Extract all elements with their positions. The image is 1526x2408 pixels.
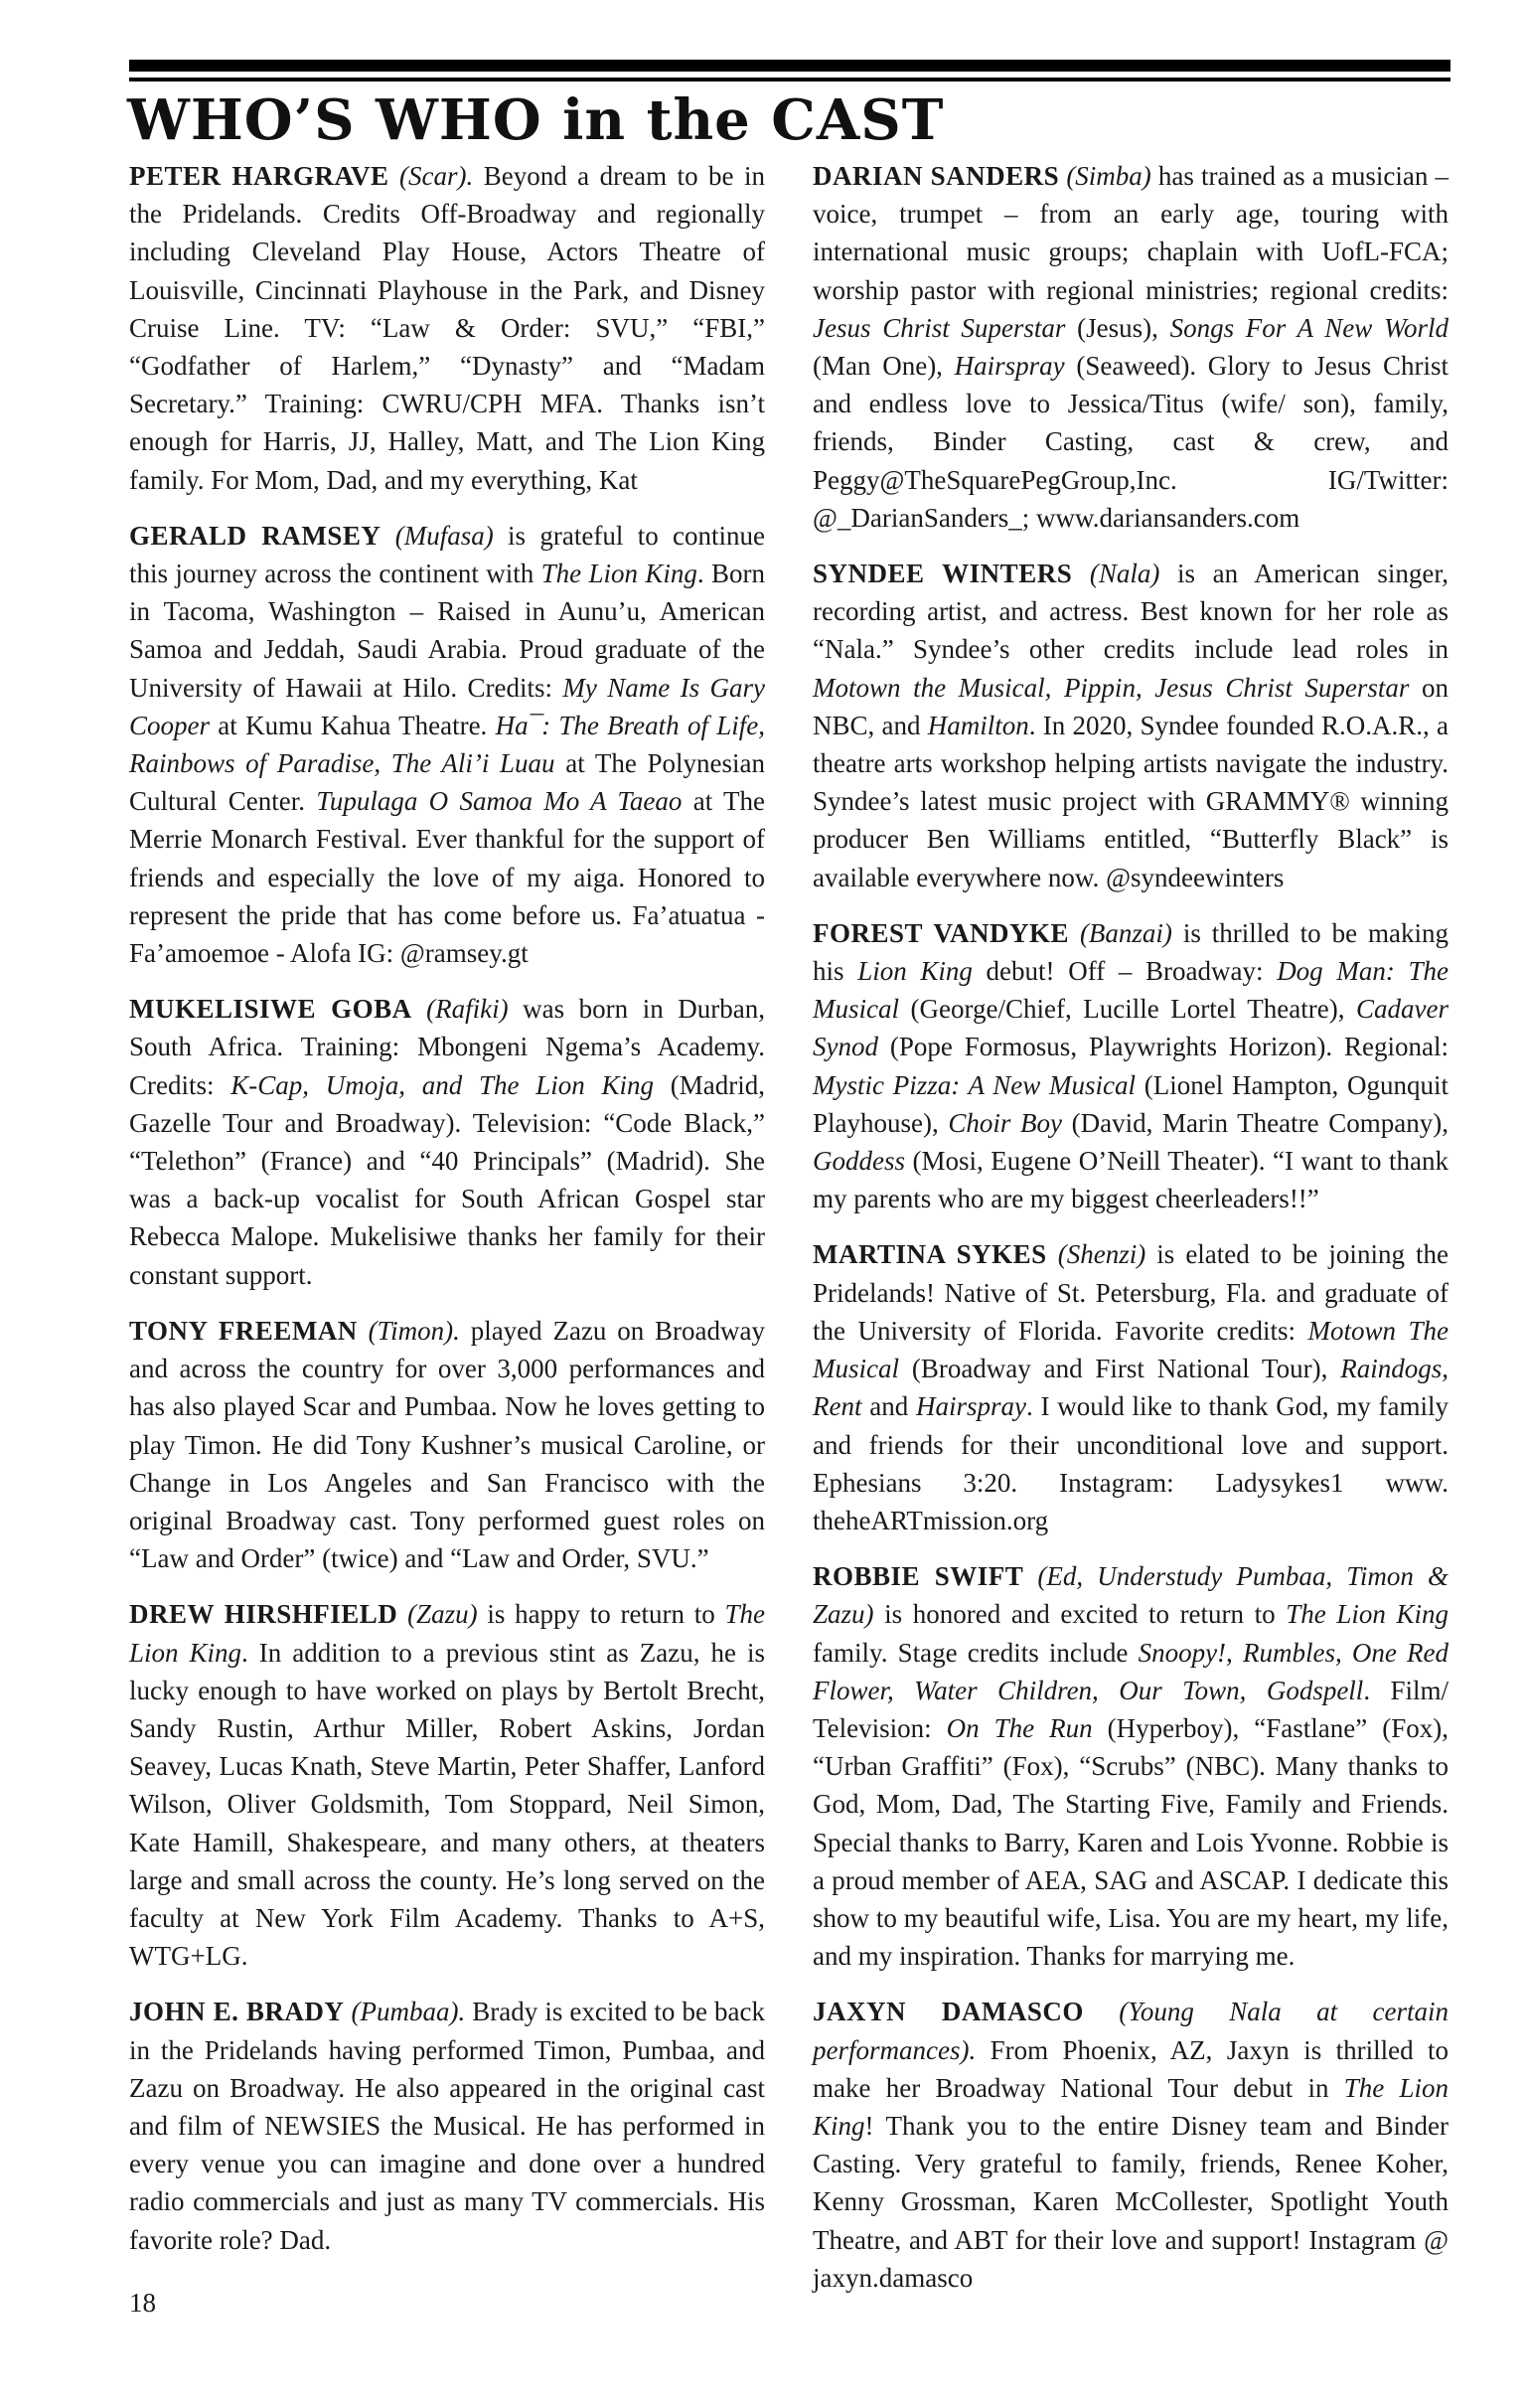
cast-bio-text: was born in Durban, South Africa. Training: Mbongeni Ngema’s Academy. Credits: K-Cap, Umoja, and The Lion King (Madrid, Gazelle Tour and Broadway). Television: “Code Black,” “Telethon” (France) and “40 Principals” (Madrid). She was a back-up vocalist for South African Gospel star Rebecca Malope. Mukelisiwe thanks her family for their constant support.	[129, 994, 765, 1290]
cast-bio-text: is honored and excited to return to The Lion King family. Stage credits include Snoopy!, Rumbles, One Red Flower, Water Children, Our Town, Godspell. Film/ Television: On The Run (Hyperboy), “Fastlane” (Fox), “Urban Graffiti” (Fox), “Scrubs” (NBC). Many thanks to God, Mom, Dad, The Starting Five, Family and Friends. Special thanks to Barry, Karen and Lois Yvonne. Robbie is a proud member of AEA, SAG and ASCAP. I dedicate this show to my beautiful wife, Lisa. You are my heart, my life, and my inspiration. Thanks for marrying me.	[813, 1599, 1449, 1972]
cast-bio-text: is an American singer, recording artist, and actress. Best known for her role as “Nala.” Syndee’s other credits include lead roles in Motown the Musical, Pippin, Jesus Christ Superstar on NBC, and Hamilton. In 2020, Syndee founded R.O.A.R., a theatre arts workshop helping artists navigate the industry. Syndee’s latest music project with GRAMMY® winning producer Ben Williams entitled, “Butterfly Black” is available everywhere now. @syndeewinters	[813, 559, 1450, 892]
cast-role: (Pumbaa).	[351, 1997, 466, 2027]
cast-bio-text: From Phoenix, AZ, Jaxyn is thrilled to make her Broadway National Tour debut in The Lion King! Thank you to the entire Disney team and Binder Casting. Very grateful to family, friends, Renee Koher, Kenny Grossman, Karen McCollester, Spotlight Youth Theatre, and ABT for their love and support! Instagram @ jaxyn.damasco	[813, 2034, 1449, 2293]
cast-role: (Young Nala at certain performances).	[813, 1997, 1449, 2065]
left-column	[129, 157, 765, 2277]
cast-bio-text: is elated to be joining the Pridelands! Native of St. Petersburg, Fla. and graduate of the University of Florida. Favorite credits: Motown The Musical (Broadway and First National Tour), Raindogs, Rent and Hairspray. I would like to thank God, my family and friends for their unconditional love and support. Ephesians 3:20. Instagram: Ladysykes1 www. theheARTmission.org	[813, 1239, 1449, 1535]
cast-name: MARTINA SYKES	[813, 1239, 1047, 1270]
cast-name: ROBBIE SWIFT	[813, 1561, 1024, 1592]
cast-name: GERALD RAMSEY	[129, 520, 382, 551]
header-rule-thick	[129, 60, 1450, 72]
cast-bio-text: played Zazu on Broadway and across the country for over 3,000 performances and has also played Scar and Pumbaa. Now he loves getting to play Timon. He did Tony Kushner’s musical Caroline, or Change in Los Angeles and San Francisco with the original Broadway cast. Tony performed guest roles on “Law and Order” (twice) and “Law and Order, SVU.”	[129, 1315, 765, 1574]
cast-bio-text: Beyond a dream to be in the Pridelands. Credits Off-Broadway and regionally including Cleveland Play House, Actors Theatre of Louisville, Cincinnati Playhouse in the Park, and Disney Cruise Line. TV: “Law & Order: SVU,” “FBI,” “Godfather of Harlem,” “Dynasty” and “Madam Secretary.” Training: CWRU/CPH MFA. Thanks isn’t enough for Harris, JJ, Halley, Matt, and The Lion King family. For Mom, Dad, and my everything, Kat	[129, 161, 765, 495]
cast-role: (Ed, Understudy Pumbaa, Timon & Zazu)	[813, 1561, 1449, 1630]
cast-bio	[129, 990, 765, 1294]
cast-bio	[129, 157, 765, 499]
cast-bio	[129, 1993, 765, 2258]
cast-role: (Zazu)	[407, 1599, 478, 1630]
cast-bio-text: is happy to return to The Lion King. In addition to a previous stint as Zazu, he is lucky enough to have worked on plays by Bertolt Brecht, Sandy Rustin, Arthur Miller, Robert Askins, Jordan Seavey, Lucas Knath, Steve Martin, Peter Shaffer, Lanford Wilson, Oliver Goldsmith, Tom Stoppard, Neil Simon, Kate Hamill, Shakespeare, and many others, at theaters large and small across the county. He’s long served on the faculty at New York Film Academy. Thanks to A+S, WTG+LG.	[129, 1599, 766, 1972]
cast-role: (Scar).	[399, 161, 474, 191]
cast-bio	[129, 1312, 765, 1577]
cast-bio-text: is thrilled to be making his Lion King debut! Off – Broadway: Dog Man: The Musical (George/Chief, Lucille Lortel Theatre), Cadaver Synod (Pope Formosus, Playwrights Horizon). Regional: Mystic Pizza: A New Musical (Lionel Hampton, Ogunquit Playhouse), Choir Boy (David, Marin Theatre Company), Goddess (Mosi, Eugene O’Neill Theater). “I want to thank my parents who are my biggest cheerleaders!!”	[813, 917, 1450, 1214]
cast-name: DREW HIRSHFIELD	[129, 1599, 398, 1630]
cast-role: (Timon).	[368, 1315, 460, 1346]
cast-role: (Simba)	[1066, 161, 1151, 191]
cast-role: (Banzai)	[1079, 917, 1172, 948]
header-rule-thin	[129, 78, 1450, 81]
page-title: WHO’S WHO in the CAST	[127, 87, 945, 153]
cast-bio	[813, 1557, 1449, 1975]
cast-name: DARIAN SANDERS	[813, 161, 1060, 191]
cast-name: FOREST VANDYKE	[813, 917, 1069, 948]
cast-name: TONY FREEMAN	[129, 1315, 358, 1346]
cast-bio	[129, 517, 765, 972]
cast-name: MUKELISIWE GOBA	[129, 994, 412, 1025]
cast-role: (Mufasa)	[394, 520, 494, 551]
right-column	[813, 157, 1449, 2315]
page-number: 18	[129, 2288, 156, 2318]
cast-name: JOHN E. BRADY	[129, 1997, 345, 2027]
cast-bio	[813, 1235, 1449, 1539]
cast-bio	[813, 1993, 1449, 2297]
cast-bio	[813, 157, 1449, 537]
cast-bio-text: Brady is excited to be back in the Pridelands having performed Timon, Pumbaa, and Zazu on Broadway. He also appeared in the original cast and film of NEWSIES the Musical. He has performed in every venue you can imagine and done over a hundred radio commercials and just as many TV commercials. His favorite role? Dad.	[129, 1997, 766, 2255]
cast-bio-text: is grateful to continue this journey across the continent with The Lion King. Born in Tacoma, Washington – Raised in Aunu’u, American Samoa and Jeddah, Saudi Arabia. Proud graduate of the University of Hawaii at Hilo. Credits: My Name Is Gary Cooper at Kumu Kahua Theatre. Ha¯: The Breath of Life, Rainbows of Paradise, The Ali’i Luau at The Polynesian Cultural Center. Tupulaga O Samoa Mo A Taeao at The Merrie Monarch Festival. Ever thankful for the support of friends and especially the love of my aiga. Honored to represent the pride that has come before us. Fa’atuatua - Fa’amoemoe - Alofa IG: @ramsey.gt	[129, 520, 766, 969]
cast-name: JAXYN DAMASCO	[813, 1997, 1084, 2027]
cast-bio	[813, 555, 1449, 896]
cast-role: (Nala)	[1089, 559, 1160, 589]
cast-role: (Shenzi)	[1057, 1239, 1146, 1270]
cast-bio	[813, 914, 1449, 1218]
cast-name: PETER HARGRAVE	[129, 161, 389, 191]
cast-bio-text: has trained as a musician – voice, trumpet – from an early age, touring with international music groups; chaplain with UofL-FCA; worship pastor with regional ministries; regional credits: Jesus Christ Superstar (Jesus), Songs For A New World (Man One), Hairspray (Seaweed). Glory to Jesus Christ and endless love to Jessica/Titus (wife/ son), family, friends, Binder Casting, cast & crew, and Peggy@TheSquarePegGroup,Inc. IG/Twitter: @_DarianSanders_; www.dariansanders.com	[813, 161, 1449, 533]
cast-bio	[129, 1595, 765, 1975]
cast-name: SYNDEE WINTERS	[813, 559, 1073, 589]
cast-role: (Rafiki)	[426, 994, 509, 1025]
